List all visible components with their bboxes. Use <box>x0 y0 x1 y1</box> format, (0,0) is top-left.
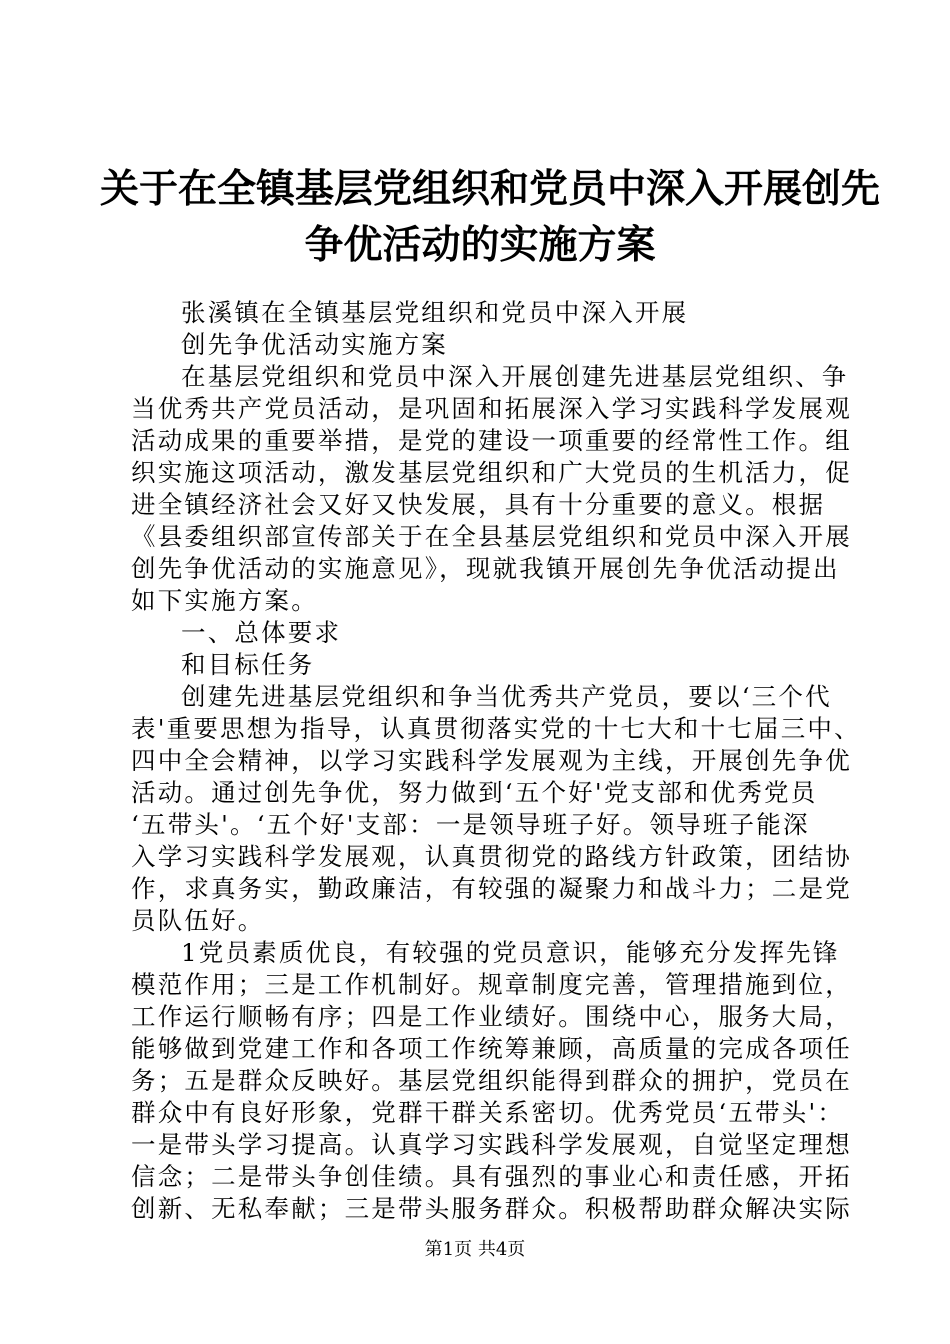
body-line: 模范作用；三是工作机制好。规章制度完善，管理措施到位， <box>131 970 852 999</box>
body-line: 进全镇经济社会又好又快发展，具有十分重要的意义。根据 <box>131 490 826 519</box>
body-line: 能够做到党建工作和各项工作统筹兼顾，高质量的完成各项任 <box>131 1034 852 1063</box>
document-title-line-2: 争优活动的实施方案 <box>304 223 656 268</box>
body-line: 当优秀共产党员活动，是巩固和拓展深入学习实践科学发展观 <box>131 394 852 423</box>
section-heading-line-1: 一、总体要求 <box>181 618 342 647</box>
body-line: 活动成果的重要举措，是党的建设一项重要的经常性工作。组 <box>131 426 852 455</box>
page-number-footer: 第1页 共4页 <box>424 1239 526 1260</box>
body-line: 群众中有良好形象，党群干群关系密切。优秀党员‘五带头'： <box>131 1098 845 1127</box>
body-line: 创新、无私奉献；三是带头服务群众。积极帮助群众解决实际 <box>131 1194 852 1223</box>
body-line: 一是带头学习提高。认真学习实践科学发展观，自觉坚定理想 <box>131 1130 852 1159</box>
body-line: 1党员素质优良，有较强的党员意识，能够充分发挥先锋 <box>181 938 840 967</box>
body-line: 信念；二是带头争创佳绩。具有强烈的事业心和责任感，开拓 <box>131 1162 852 1191</box>
document-title-line-1: 关于在全镇基层党组织和党员中深入开展创先 <box>100 167 881 212</box>
subtitle-line-2: 创先争优活动实施方案 <box>181 330 448 359</box>
body-line: 员队伍好。 <box>131 906 265 935</box>
body-line: 在基层党组织和党员中深入开展创建先进基层党组织、争 <box>181 362 849 391</box>
section-heading-line-2: 和目标任务 <box>181 650 315 679</box>
body-line: ‘五带头'。‘五个好'支部：一是领导班子好。领导班子能深 <box>131 810 810 839</box>
body-line: 织实施这项活动，激发基层党组织和广大党员的生机活力，促 <box>131 458 852 487</box>
body-line: 四中全会精神，以学习实践科学发展观为主线，开展创先争优 <box>131 746 852 775</box>
body-line: 工作运行顺畅有序；四是工作业绩好。围绕中心，服务大局， <box>131 1002 852 1031</box>
body-line: 活动。通过创先争优，努力做到‘五个好'党支部和优秀党员 <box>131 778 818 807</box>
body-line: 创建先进基层党组织和争当优秀共产党员，要以‘三个代 <box>181 682 832 711</box>
body-line: 表'重要思想为指导，认真贯彻落实党的十七大和十七届三中、 <box>131 714 861 743</box>
body-line: 入学习实践科学发展观，认真贯彻党的路线方针政策，团结协 <box>131 842 852 871</box>
body-line: 《县委组织部宣传部关于在全县基层党组织和党员中深入开展 <box>131 522 852 551</box>
body-line: 创先争优活动的实施意见》，现就我镇开展创先争优活动提出 <box>131 554 840 583</box>
subtitle-line-1: 张溪镇在全镇基层党组织和党员中深入开展 <box>181 298 689 327</box>
body-line: 务；五是群众反映好。基层党组织能得到群众的拥护，党员在 <box>131 1066 852 1095</box>
body-line: 作，求真务实，勤政廉洁，有较强的凝聚力和战斗力；二是党 <box>131 874 852 903</box>
body-line: 如下实施方案。 <box>131 586 318 615</box>
